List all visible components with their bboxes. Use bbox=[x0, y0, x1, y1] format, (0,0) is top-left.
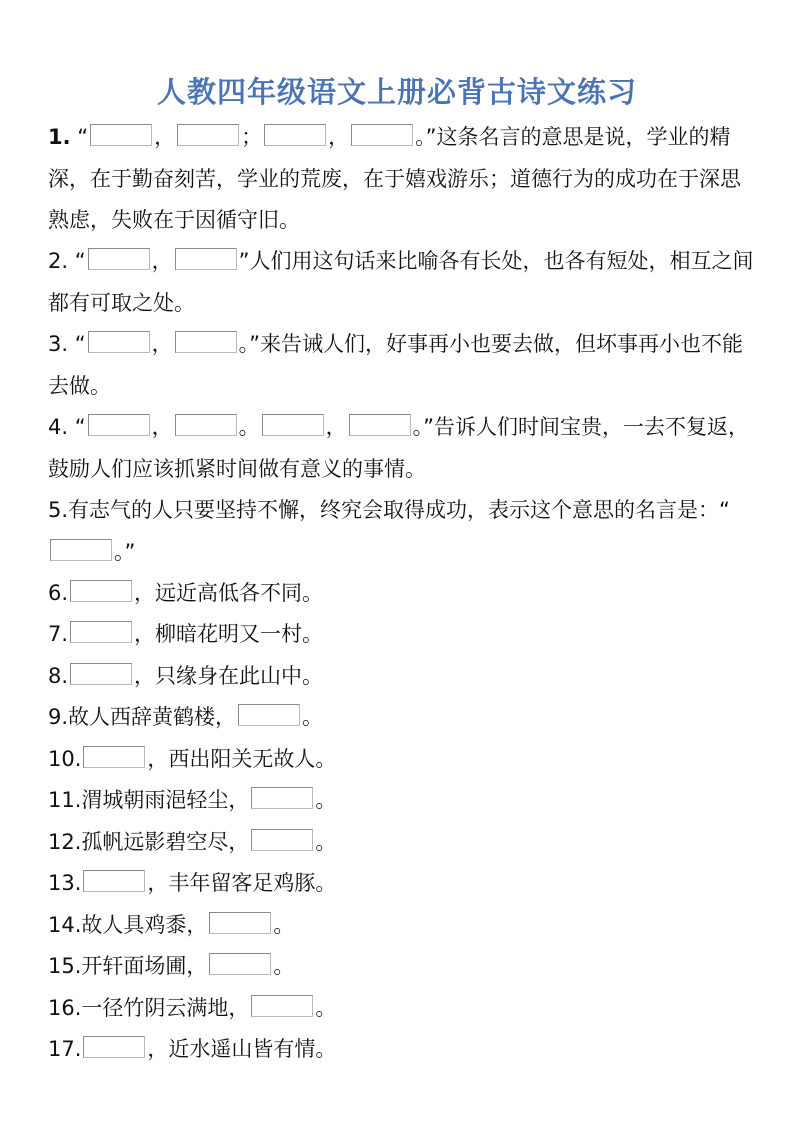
quote-open: “ bbox=[74, 249, 86, 273]
question-number: 9. bbox=[48, 705, 69, 729]
question-5 bbox=[48, 490, 754, 573]
question-text: ”这条名言的意思是说，学业的精深，在于勤奋刻苦，学业的荒废，在于嬉戏游乐；道德行为的成功在于深思熟虑，失败在于因循守旧。 bbox=[48, 125, 741, 232]
question-tail: ，西出阳关无故人。 bbox=[147, 747, 337, 771]
question-tail: 。 bbox=[273, 913, 295, 937]
question-12 bbox=[48, 822, 754, 864]
punctuation: ， bbox=[325, 415, 347, 439]
answer-blank[interactable] bbox=[50, 539, 112, 561]
punctuation: ， bbox=[154, 125, 176, 149]
punctuation: 。 bbox=[238, 332, 250, 356]
answer-blank[interactable] bbox=[83, 1036, 145, 1058]
question-text: 故人具鸡黍， bbox=[81, 913, 208, 937]
question-tail: ，只缘身在此山中。 bbox=[134, 664, 324, 688]
question-number: 12. bbox=[48, 830, 82, 854]
answer-blank[interactable] bbox=[83, 870, 145, 892]
question-number: 10. bbox=[48, 747, 82, 771]
answer-blank[interactable] bbox=[177, 124, 239, 146]
question-number: 14. bbox=[48, 913, 82, 937]
question-number: 15. bbox=[48, 954, 82, 978]
answer-blank[interactable] bbox=[175, 414, 237, 436]
question-17 bbox=[48, 1029, 754, 1071]
question-tail: 。 bbox=[315, 996, 337, 1020]
question-number: 1. bbox=[48, 125, 71, 149]
question-1 bbox=[48, 117, 754, 242]
question-text: ”来告诫人们，好事再小也要去做，但坏事再小也不能去做。 bbox=[48, 332, 744, 398]
punctuation: ； bbox=[241, 125, 263, 149]
question-number: 2. bbox=[48, 249, 69, 273]
question-3 bbox=[48, 324, 754, 407]
question-text: 故人西辞黄鹤楼， bbox=[68, 705, 237, 729]
question-tail: 。 bbox=[315, 788, 337, 812]
answer-blank[interactable] bbox=[238, 704, 300, 726]
answer-blank[interactable] bbox=[88, 331, 150, 353]
question-number: 13. bbox=[48, 871, 82, 895]
punctuation: ， bbox=[151, 332, 173, 356]
question-number: 11. bbox=[48, 788, 82, 812]
question-tail: 。 bbox=[302, 705, 324, 729]
question-number: 17. bbox=[48, 1037, 82, 1061]
question-tail: 。 bbox=[315, 830, 337, 854]
question-2 bbox=[48, 241, 754, 324]
answer-blank[interactable] bbox=[70, 663, 132, 685]
quote-open: “ bbox=[74, 332, 86, 356]
punctuation: ， bbox=[328, 125, 350, 149]
punctuation: ， bbox=[151, 415, 173, 439]
answer-blank[interactable] bbox=[83, 746, 145, 768]
question-tail: 。” bbox=[114, 539, 136, 564]
question-6 bbox=[48, 573, 754, 615]
quote-open: “ bbox=[74, 415, 86, 439]
question-9 bbox=[48, 697, 754, 739]
question-8 bbox=[48, 656, 754, 698]
punctuation: 。 bbox=[238, 415, 260, 439]
answer-blank[interactable] bbox=[251, 829, 313, 851]
question-tail: ，丰年留客足鸡豚。 bbox=[147, 871, 337, 895]
answer-blank[interactable] bbox=[262, 414, 324, 436]
answer-blank[interactable] bbox=[175, 331, 237, 353]
page-title: 人教四年级语文上册必背古诗文练习 bbox=[156, 75, 637, 109]
question-4 bbox=[48, 407, 754, 490]
answer-blank[interactable] bbox=[175, 248, 237, 270]
question-16 bbox=[48, 988, 754, 1030]
answer-blank[interactable] bbox=[264, 124, 326, 146]
question-13 bbox=[48, 863, 754, 905]
answer-blank[interactable] bbox=[88, 414, 150, 436]
question-number: 3. bbox=[48, 332, 69, 356]
answer-blank[interactable] bbox=[70, 580, 132, 602]
answer-blank[interactable] bbox=[209, 953, 271, 975]
answer-blank[interactable] bbox=[349, 414, 411, 436]
question-text: ”人们用这句话来比喻各有长处，也各有短处，相互之间都有可取之处。 bbox=[48, 249, 754, 315]
question-tail: ，远近高低各不同。 bbox=[134, 581, 324, 605]
question-tail: ，柳暗花明又一村。 bbox=[134, 622, 324, 646]
question-text: 一径竹阴云满地， bbox=[81, 996, 250, 1020]
question-number: 8. bbox=[48, 664, 69, 688]
question-10 bbox=[48, 739, 754, 781]
answer-blank[interactable] bbox=[251, 787, 313, 809]
question-number: 16. bbox=[48, 996, 82, 1020]
question-14 bbox=[48, 905, 754, 947]
answer-blank[interactable] bbox=[70, 621, 132, 643]
question-text: 孤帆远影碧空尽， bbox=[81, 830, 250, 854]
question-7 bbox=[48, 614, 754, 656]
question-text: 有志气的人只要坚持不懈，终究会取得成功，表示这个意思的名言是：“ bbox=[68, 498, 730, 522]
question-number: 6. bbox=[48, 581, 69, 605]
punctuation: 。 bbox=[415, 125, 426, 149]
punctuation: 。 bbox=[412, 415, 424, 439]
question-text: 开轩面场圃， bbox=[81, 954, 208, 978]
answer-blank[interactable] bbox=[88, 248, 150, 270]
quote-open: “ bbox=[77, 125, 89, 149]
question-tail: ，近水遥山皆有情。 bbox=[147, 1037, 337, 1061]
answer-blank[interactable] bbox=[251, 995, 313, 1017]
question-number: 5. bbox=[48, 498, 69, 522]
question-number: 4. bbox=[48, 415, 69, 439]
question-number: 7. bbox=[48, 622, 69, 646]
question-11 bbox=[48, 780, 754, 822]
question-15 bbox=[48, 946, 754, 988]
question-text: 渭城朝雨浥轻尘， bbox=[81, 788, 250, 812]
answer-blank[interactable] bbox=[90, 124, 152, 146]
question-text: ”告诉人们时间宝贵，一去不复返，鼓励人们应该抓紧时间做有意义的事情。 bbox=[48, 415, 750, 481]
answer-blank[interactable] bbox=[351, 124, 413, 146]
question-tail: 。 bbox=[273, 954, 295, 978]
punctuation: ， bbox=[151, 249, 173, 273]
answer-blank[interactable] bbox=[209, 912, 271, 934]
